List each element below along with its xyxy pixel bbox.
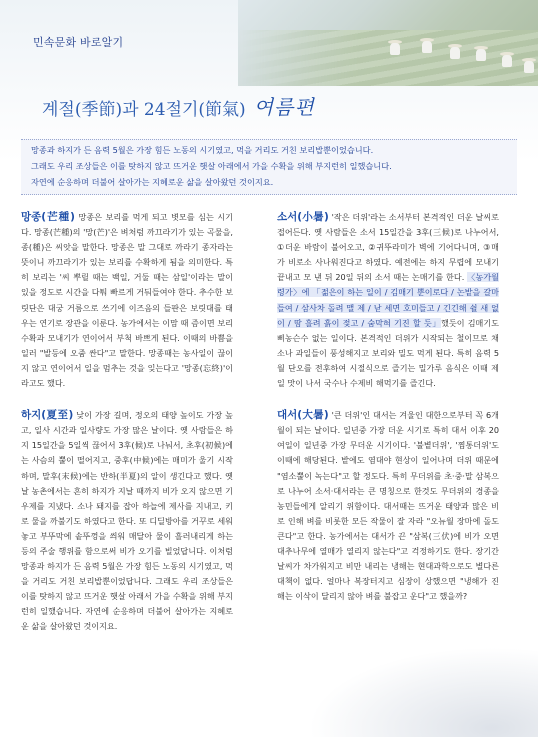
paragraph-mangjong xyxy=(21,210,233,391)
rice-field-image xyxy=(238,30,538,86)
intro-line: 자연에 순응하며 더불어 살아가는 지혜로운 삶을 살아왔던 것이지요. xyxy=(31,177,274,187)
paragraph-body: 했듯이 김매기도 삐농슨수 없는 일이다. 본격적인 더위가 시작되는 철이므로 채소나 과일들이 풍성해지고 보리와 밀도 먹게 된다. 특히 음력 5월 단오를 전후하여 시절식으로 즐기는 밀가루 음식은 이때 제일 맛이 나서 국수나 수제비 해먹기를 즐긴다. xyxy=(277,317,499,389)
intro-box xyxy=(21,139,517,195)
paragraph-body: 낮이 가장 길며, 정오의 태양 높이도 가장 높고, 일사 시간과 일사량도 가장 많은 날이다. 옛 사람들은 하지 15일간을 5일씩 끊어서 3후(候)로 나눠서, 초후(初候)에는 사슴의 뿔이 떨어지고, 중후(中候)에는 매미가 울기 시작하며, 말후(末候)에는 반하(半夏)의 알이 생긴다고 했다. 옛날 농촌에서는 흔히 하지가 지날 때까지 비가 오지 않으면 기우제를 지냈다. 소나 돼지를 잡아 하늘에 제사를 지내고, 키로 물을 까불기도 하였다고 한다. 또 디딜방아를 거꾸로 세워 놓고 부뚜막에 솥뚜껑을 씌워 매달아 물이 흘러내리게 하는 등의 주술 행위를 함으로써 비가 오기를 빌었답니다. 이처럼 망종과 하지가 든 음력 5월은 가장 힘든 노동의 시기였고, 먹을 거리도 거친 보리밥뿐이었답니다. 그래도 우리 조상들은 이를 탓하지 않고 뜨거운 햇살 아래서 가을 수확을 위해 부지런히 일했습니다. 자연에 순응하며 더불어 살아가는 지혜로운 삶을 살아왔던 것이지요. xyxy=(21,410,233,632)
worker-figure xyxy=(422,41,432,53)
title-accent: 여름편 xyxy=(253,95,315,119)
worker-figure xyxy=(450,47,460,59)
intro-line: 그래도 우리 조상들은 이를 탓하지 않고 뜨거운 햇살 아래에서 가을 수확을 위해 부지런히 일했습니다. xyxy=(31,161,392,171)
header-photo-rice-field xyxy=(238,0,538,86)
page-title xyxy=(42,86,315,120)
paragraph-body: '작은 더위'라는 소서부터 본격적인 더운 날씨로 접어든다. 옛 사람들은 소서 15일간을 3후(三候)로 나누어서, ①더운 바람이 불어오고, ②귀뚜라미가 벽에 기어다니며, ③매가 비로소 사나워진다고 하였다. 예전에는 하지 무렵에 모내기 끝내고 모 낸 뒤 20일 뒤의 소서 때는 논매기를 한다. xyxy=(277,212,500,283)
worker-figure xyxy=(390,43,400,55)
worker-figure xyxy=(502,55,512,67)
term-heading: 대서(大暑) xyxy=(277,409,329,422)
term-heading: 망종(芒種) xyxy=(21,211,75,223)
right-column xyxy=(277,210,499,621)
paragraph-soseo xyxy=(277,210,499,391)
intro-line: 망종과 하지가 든 음력 5월은 가장 힘든 노동의 시기였고, 먹을 거리도 거친 보리밥뿐이었습니다. xyxy=(31,145,374,155)
worker-figure xyxy=(524,61,534,73)
left-column xyxy=(21,210,233,652)
paragraph-body: '큰 더위'인 대서는 겨울인 대한으로부터 꼭 6개월이 되는 날이다. 일년중 가장 더운 시기로 특히 대서 이후 20여일이 일년중 가장 무더운 시기이다. '불볕더위', '찜통더위'도 이때에 해당된다. 밭에도 염대야 현상이 일어나며 더위 때문에 "염소뿔이 녹는다"고 할 정도다. 특히 무더위를 초·중·말 삼복으로 나누어 소서·대서라는 큰 명칭으로 한것도 무더위의 경종을 농민들에게 알리기 위함이다. 대서때는 뜨거운 태양과 많은 비로 인해 벼를 비롯한 모든 작물이 잘 자라 "오뉴월 장마에 돌도 큰다"고 한다. 농가에서는 대서가 끈 "삼복(三伏)에 비가 오면 대추나무에 열매가 열리지 않는다"고 걱정하기도 한다. 장기간 날씨가 차가워지고 비만 내리는 냉해는 현대과학으로도 별다른 대책이 없다. 얼마나 복장터지고 심장이 상했으면 "냉해가 진 해는 이삭이 달리지 않아 벼를 불잡고 운다"고 했을까? xyxy=(277,410,499,602)
worker-figure xyxy=(476,49,486,61)
term-heading: 하지(夏至) xyxy=(21,409,74,422)
section-label: 민속문화 바로알기 xyxy=(33,36,124,49)
title-main: 계절(季節)과 24절기(節氣) xyxy=(42,100,246,120)
paragraph-haji xyxy=(21,408,233,634)
song-quote-highlight: 〈농가월령가〉에 「젊은이 하는 일이 / 김매기 뿐이로다 / 논밭을 갈마들여 / 삼사차 돌려 맬 제 / 낟 세면 호미들고 / 긴긴해 쉴 새 없이 / 땀 흘려 흙이 젖고 / 숨막혀 기진 할 듯」 xyxy=(277,272,499,328)
paragraph-body: 망종은 보리를 먹게 되고 볏모를 심는 시기다. 망종(芒種)의 '망(芒)'은 벼처럼 까끄라기가 있는 곡물을, 종(種)은 씨앗을 말한다. 망종은 말 그대로 까라기 종자라는 뜻이니 까끄라기가 있는 보리를 수확하게 됨을 의미한다. 특히 보리는 '씨 뿌릴 때는 백일, 거둘 때는 삼일'이라는 말이 있을 정도로 시간을 다퉈 빠르게 거둬들여야 한다. 추수한 보릿단은 대궁 거름으로 쓰기에 이즈음의 들판은 보릿대를 태우는 연기로 장관을 이룬다. 농가에서는 이맘 때 즘이면 보리수확과 모내기가 연이어서 부척 바쁘게 된다. 이때의 바쁨을 일러 "발등에 오줌 싼다"고 말한다. 망종때는 농사일이 끊이지 않고 연이어서 일을 멈추는 것을 잊는다고 '망종(忘終)'이라고도 했다. xyxy=(21,212,233,389)
paragraph-daeseo xyxy=(277,408,499,604)
term-heading: 소서(小暑) xyxy=(277,211,329,223)
ink-wash-decoration xyxy=(308,647,538,737)
